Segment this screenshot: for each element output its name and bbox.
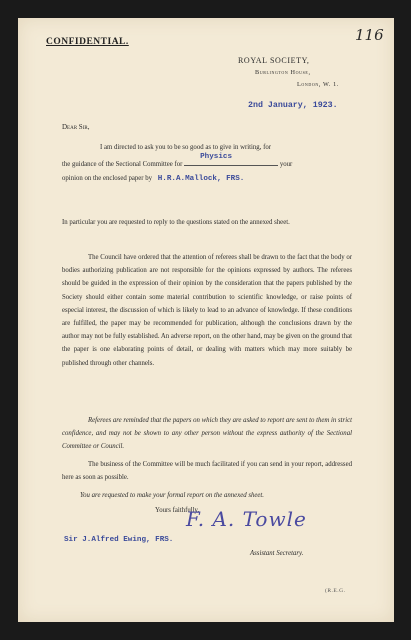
- committee-blank: [184, 153, 278, 166]
- para1-line3: [62, 175, 244, 183]
- committee-name: Physics: [200, 153, 233, 161]
- author-name: H.R.A.Mallock, FRS.: [157, 175, 245, 183]
- reference-mark: (R.E.G.: [325, 588, 346, 594]
- para1-text-d: opinion on the enclosed paper by: [62, 175, 153, 182]
- para3: The Council have ordered that the attention of referees shall be drawn to the fact that the body or bodies authorizing publication are not responsible for the opinions expressed by authors. The referees should be guided in the expression of their opinion by the consideration that the papers published by the Society should either contain some material contribution to scientific knowledge, or raise points of especial interest, the discussion of which is likely to lead to an advance of knowledge. If these conditions are fulfilled, the paper may be recommended for publication, although the conclusions drawn by the author may not be fully established. An adverse report, on the other hand, may be given on the ground that the paper is one elaborating points of detail, or dealing with matters which may more suitably be published through other channels.: [62, 254, 352, 367]
- para5: The business of the Committee will be much facilitated if you can send in your report, addressed here as soon as possible.: [62, 461, 352, 482]
- para1-text-c: your: [279, 161, 293, 168]
- para4: Referees are reminded that the papers on which they are asked to report are sent to them in strict confidence, and may not be shown to any other person without the express authority of the Sectional Committee or Council.: [62, 417, 352, 451]
- para2: In particular you are requested to reply to the questions stated on the annexed sheet.: [62, 219, 290, 226]
- salutation: Dear Sir,: [62, 123, 90, 131]
- para1-line1: I am directed to ask you to be so good as to give in writing, for: [100, 144, 272, 151]
- addressee: Sir J.Alfred Ewing, FRS.: [64, 536, 174, 544]
- confidential-heading: CONFIDENTIAL.: [46, 37, 129, 47]
- signature: F. A. Towle: [186, 507, 307, 531]
- para1-text-b: the guidance of the Sectional Committee for: [62, 161, 183, 168]
- letterhead-address: Burlington House,: [255, 69, 311, 76]
- letter-date: 2nd January, 1923.: [248, 101, 338, 110]
- page-number: 116: [355, 26, 384, 44]
- letterhead-org: ROYAL SOCIETY,: [238, 56, 310, 65]
- para1-line2: [62, 153, 293, 168]
- signer-title: Assistant Secretary.: [250, 550, 304, 557]
- closing: Yours faithfully,: [155, 507, 200, 514]
- para6: You are requested to make your formal report on the annexed sheet.: [80, 492, 264, 499]
- letterhead-city: London, W. 1.: [297, 81, 340, 88]
